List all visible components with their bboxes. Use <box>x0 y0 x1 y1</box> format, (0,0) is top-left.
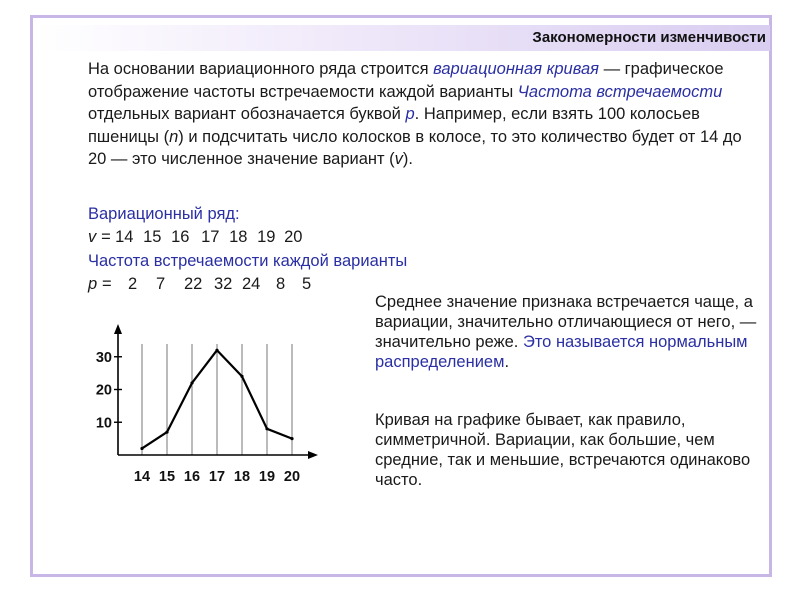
series-v-value: 16 <box>171 228 190 246</box>
slide-title: Закономерности изменчивости <box>532 29 766 46</box>
term-variation-curve: вариационная кривая <box>433 60 599 78</box>
series-p-value: 24 <box>241 275 261 293</box>
y-tick-label: 20 <box>95 382 112 399</box>
series-v-value: 17 <box>201 228 220 246</box>
letter-v: v <box>394 150 403 168</box>
term-normal-distribution: Это называется нормальным распределением <box>375 333 748 371</box>
variation-series-line <box>88 226 312 248</box>
series-p-value: 32 <box>213 275 233 293</box>
data-point <box>140 447 143 450</box>
intro-paragraph <box>88 58 763 171</box>
x-tick-label: 14 <box>133 469 151 485</box>
intro-text-3: отдельных вариант обозначается буквой <box>88 105 406 123</box>
series-p-value: 22 <box>183 275 203 293</box>
series-p-value: 2 <box>127 275 138 293</box>
x-tick-labels <box>134 469 300 485</box>
explanation-text-end: . <box>504 353 510 371</box>
series-v-value: 20 <box>284 228 303 246</box>
data-point <box>190 381 193 384</box>
data-point <box>290 437 293 440</box>
variation-curve-chart <box>80 320 320 495</box>
data-point <box>215 349 218 352</box>
series-v-value: 19 <box>257 228 276 246</box>
y-tick-labels <box>96 350 112 432</box>
y-tick-label: 10 <box>95 415 112 432</box>
series-p-value: 5 <box>301 275 312 293</box>
term-frequency: Частота встречаемости <box>517 82 723 101</box>
frequency-label: p = <box>88 275 116 293</box>
x-tick-label: 18 <box>233 469 251 485</box>
series-v-value: 14 <box>115 228 134 246</box>
x-axis-arrow <box>308 451 318 459</box>
data-point <box>165 430 168 433</box>
variation-series-heading: Вариационный ряд: <box>88 205 240 223</box>
letter-p: p <box>405 105 415 123</box>
data-point <box>240 375 243 378</box>
series-p-value: 8 <box>275 275 286 293</box>
explanation-text-1: Среднее значение признака встречается чаще, а вариации, значительно отличающиеся от него, — значительно реже. <box>375 293 757 351</box>
intro-text-4: . Например, если взять 100 колосьев пшеницы ( <box>88 105 700 146</box>
intro-text-6: ). <box>402 150 414 168</box>
frequency-line <box>88 273 322 295</box>
y-axis-arrow <box>114 324 122 334</box>
data-point <box>265 427 268 430</box>
series-v-value: 15 <box>143 228 162 246</box>
series-p-value: 7 <box>155 275 166 293</box>
y-tick-label: 30 <box>95 349 112 366</box>
symmetry-paragraph: Кривая на графике бывает, как правило, симметричной. Вариации, как большие, чем средние, так и меньшие, встречаются одинаково часто. <box>375 411 751 489</box>
frequency-heading: Частота встречаемости каждой варианты <box>88 252 408 270</box>
letter-n: n <box>169 127 179 146</box>
intro-text-1: На основании вариационного ряда строится <box>88 60 434 78</box>
x-tick-label: 20 <box>283 469 301 485</box>
normal-distribution-paragraph <box>375 292 765 372</box>
chart-grid <box>142 344 292 455</box>
x-tick-label: 19 <box>258 469 276 485</box>
variation-series-label: v = <box>88 228 116 246</box>
intro-text-5: ) и подсчитать число колосков в колосе, то это количество будет от 14 до 20 — это численное значение вариант ( <box>88 127 742 168</box>
x-tick-label: 17 <box>208 469 226 485</box>
intro-text-2: — графическое отображение частоты встречаемости каждой варианты <box>88 60 724 101</box>
x-tick-label: 16 <box>183 469 201 485</box>
chart-axes <box>114 324 318 459</box>
series-v-value: 18 <box>229 228 248 246</box>
x-tick-label: 15 <box>158 469 176 485</box>
